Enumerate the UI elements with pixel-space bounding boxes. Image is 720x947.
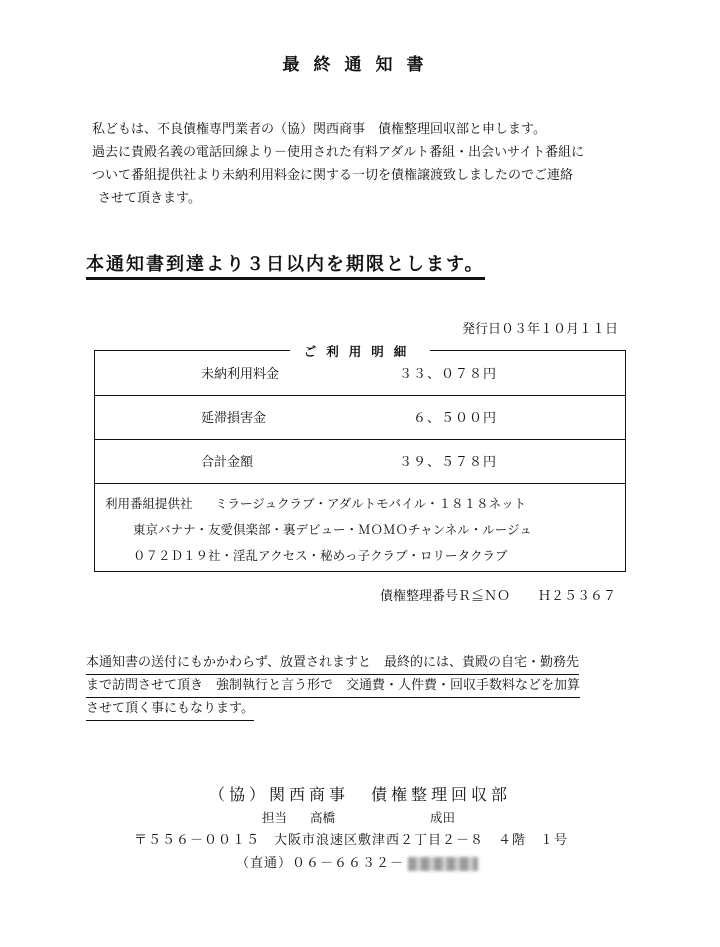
staff-name: 高橋 bbox=[310, 810, 336, 825]
staff-label: 担当 bbox=[262, 810, 288, 825]
debt-number bbox=[380, 585, 616, 604]
usage-row-label: 合計金額 bbox=[201, 455, 254, 470]
redacted-digits bbox=[408, 857, 478, 871]
usage-row-label: 未納利用料金 bbox=[201, 367, 280, 382]
usage-row-late-fee bbox=[95, 395, 625, 440]
intro-paragraph bbox=[92, 118, 584, 210]
debt-number-value: Ｈ２５３６７ bbox=[537, 589, 616, 604]
address-line bbox=[134, 829, 568, 848]
warning-line: まで訪問させて頂き 強制執行と言う形で 交通費・人件費・回収手数料などを加算 bbox=[86, 675, 580, 698]
debt-number-label: 債権整理番号Ｒ≦ＮＯ bbox=[379, 589, 510, 604]
intro-line: ついて番組提供社より未納利用料金に関する一切を債権譲渡致しましたのでご連絡 bbox=[92, 168, 574, 183]
usage-row-unpaid bbox=[95, 351, 625, 396]
issue-date: 発行日０３年１０月１１日 bbox=[461, 322, 618, 337]
phone-line bbox=[236, 852, 478, 871]
phone-number: （直通）０６－６６３２－ bbox=[236, 856, 405, 871]
warning-line: させて頂く事にもなります。 bbox=[86, 698, 254, 721]
provider-line: ０７２Ｄ１９社・淫乱アクセス・秘めっ子クラブ・ロリータクラブ bbox=[133, 548, 508, 563]
usage-row-label: 延滞損害金 bbox=[201, 411, 267, 426]
usage-details-box bbox=[94, 344, 626, 572]
org-department: 債権整理回収部 bbox=[371, 785, 512, 804]
usage-row-value: ３９、５７８円 bbox=[398, 455, 497, 470]
intro-line: させて頂きます。 bbox=[98, 191, 201, 206]
provider-list bbox=[105, 491, 532, 569]
intro-line: 過去に貴殿名義の電話回線より－使用された有料アダルト番組・出会いサイト番組に bbox=[92, 145, 585, 160]
usage-row-value: ３３、０７８円 bbox=[398, 367, 497, 382]
document-title: 最終通知書 bbox=[282, 55, 438, 75]
org-name: （協）関西商事 bbox=[208, 785, 349, 804]
deadline-notice: 本通知書到達より３日以内を期限とします。 bbox=[86, 250, 485, 280]
intro-line: 私どもは、不良債権専門業者の（協）関西商事 債権整理回収部と申します。 bbox=[92, 122, 546, 137]
provider-line: 東京バナナ・友愛倶楽部・裏デビュー・ＭＯＭＯチャンネル・ルージュ bbox=[133, 522, 532, 537]
provider-list-label: 利用番組提供社 bbox=[105, 496, 193, 511]
provider-line: ミラージュクラブ・アダルトモバイル・１８１８ネット bbox=[215, 496, 527, 511]
usage-row-total bbox=[95, 439, 625, 484]
staff-line bbox=[262, 808, 455, 826]
sender-organization bbox=[0, 782, 720, 805]
postal-code: 〒５５６－００１５ bbox=[134, 833, 261, 848]
usage-row-value: ６、５００円 bbox=[412, 411, 497, 426]
staff-name: 成田 bbox=[430, 810, 456, 825]
street-address: 大阪市浪速区敷津西２丁目２－８ ４階 １号 bbox=[274, 833, 569, 848]
usage-caption-text: ご利用明細 bbox=[290, 344, 431, 359]
warning-line: 本通知書の送付にもかかわらず、放置されますと 最終的には、貴殿の自宅・勤務先 bbox=[86, 652, 579, 675]
warning-paragraph bbox=[86, 652, 580, 721]
